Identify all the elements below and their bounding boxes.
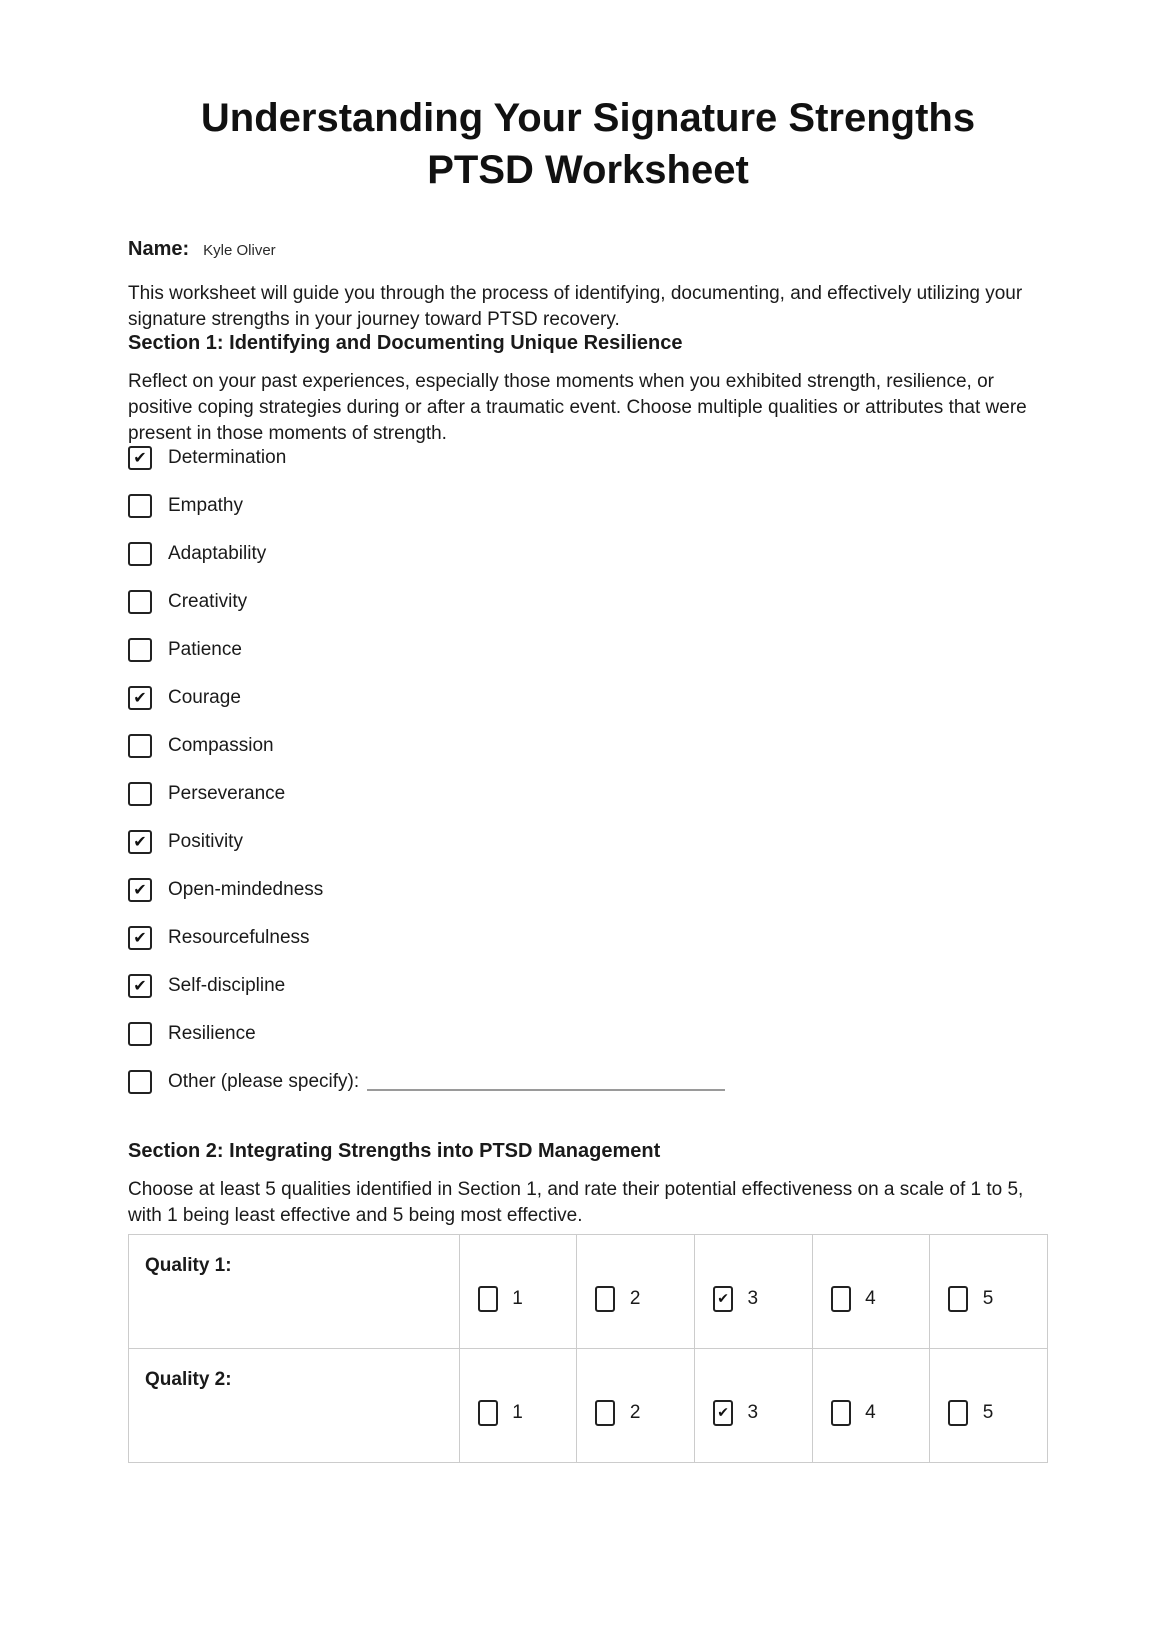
- checkbox-label: Determination: [168, 447, 287, 469]
- rating-value: 5: [982, 1287, 994, 1309]
- section1: [128, 332, 1048, 1094]
- checkbox-checked[interactable]: ✔: [128, 878, 152, 902]
- name-row: [128, 238, 1048, 261]
- rating-checkbox[interactable]: [478, 1286, 498, 1312]
- rating-cell: [577, 1349, 695, 1463]
- checkbox-label: Positivity: [168, 831, 243, 853]
- rating-cell: [695, 1235, 813, 1349]
- table-row: [129, 1349, 1048, 1463]
- checkbox[interactable]: [128, 494, 152, 518]
- name-field[interactable]: Kyle Oliver: [203, 242, 276, 259]
- rating-value: 3: [747, 1287, 759, 1309]
- rating-cell: [812, 1349, 930, 1463]
- rating-checkbox[interactable]: [831, 1286, 851, 1312]
- rating-cell: [930, 1349, 1048, 1463]
- checkbox-label: Other (please specify):: [168, 1071, 360, 1093]
- checkbox-checked[interactable]: ✔: [128, 830, 152, 854]
- checkbox-label: Open-mindedness: [168, 879, 324, 901]
- rating-cell: [459, 1349, 577, 1463]
- checkbox-label: Empathy: [168, 495, 243, 517]
- quality-label: Quality 2:: [145, 1369, 232, 1391]
- intro-paragraph: This worksheet will guide you through the process of identifying, documenting, and effectively utilizing your signature strengths in your journey toward PTSD recovery.: [128, 283, 1023, 330]
- rating-value: 5: [982, 1401, 994, 1423]
- checkbox[interactable]: [128, 542, 152, 566]
- section2-description: Choose at least 5 qualities identified in Section 1, and rate their potential effectiveness on a scale of 1 to 5, with 1 being least effective and 5 being most effective.: [128, 1179, 1024, 1226]
- checkbox[interactable]: [128, 1070, 152, 1094]
- rating-checkbox[interactable]: [948, 1400, 968, 1426]
- checklist-item: [128, 590, 1048, 614]
- rating-value: 4: [865, 1401, 876, 1423]
- rating-table-body: [129, 1235, 1048, 1463]
- other-specify-line[interactable]: [367, 1073, 725, 1091]
- rating-cell: [577, 1235, 695, 1349]
- checkbox[interactable]: [128, 734, 152, 758]
- rating-checkbox-checked[interactable]: ✔: [713, 1400, 733, 1426]
- checklist-item: [128, 734, 1048, 758]
- rating-table: [128, 1234, 1048, 1463]
- rating-checkbox-checked[interactable]: ✔: [713, 1286, 733, 1312]
- checkbox[interactable]: [128, 782, 152, 806]
- checkbox-label: Creativity: [168, 591, 248, 613]
- checklist-item: [128, 1070, 1048, 1094]
- rating-checkbox[interactable]: [831, 1400, 851, 1426]
- strengths-checklist: [128, 446, 1048, 1094]
- checklist-item: [128, 494, 1048, 518]
- name-label: Name:: [128, 238, 190, 260]
- page-title-line1: Understanding Your Signature Strengths: [200, 96, 976, 140]
- checkbox-label: Courage: [168, 687, 241, 709]
- rating-checkbox[interactable]: [595, 1286, 615, 1312]
- section2-heading: Section 2: Integrating Strengths into PTSD Management: [128, 1140, 661, 1163]
- checkbox-label: Self-discipline: [168, 975, 286, 997]
- checklist-item: [128, 974, 1048, 998]
- checkbox-label: Patience: [168, 639, 242, 661]
- rating-value: 2: [629, 1401, 641, 1423]
- rating-checkbox[interactable]: [948, 1286, 968, 1312]
- checkbox[interactable]: [128, 590, 152, 614]
- rating-value: 4: [865, 1287, 876, 1309]
- worksheet-page: [128, 0, 1048, 1523]
- checkbox-checked[interactable]: ✔: [128, 446, 152, 470]
- rating-cell: [930, 1235, 1048, 1349]
- page-title-line2: PTSD Worksheet: [427, 148, 749, 192]
- checkbox-label: Adaptability: [168, 543, 267, 565]
- section1-heading: Section 1: Identifying and Documenting Unique Resilience: [128, 332, 683, 355]
- rating-cell: [459, 1235, 577, 1349]
- checklist-item: [128, 542, 1048, 566]
- table-row: [129, 1235, 1048, 1349]
- checklist-item: [128, 686, 1048, 710]
- checkbox-checked[interactable]: ✔: [128, 926, 152, 950]
- checklist-item: [128, 638, 1048, 662]
- checklist-item: [128, 878, 1048, 902]
- quality-label: Quality 1:: [145, 1255, 232, 1277]
- rating-cell: [695, 1349, 813, 1463]
- checkbox[interactable]: [128, 638, 152, 662]
- checkbox-label: Resourcefulness: [168, 927, 310, 949]
- rating-checkbox[interactable]: [595, 1400, 615, 1426]
- rating-value: 2: [629, 1287, 641, 1309]
- checklist-item: [128, 446, 1048, 470]
- checklist-item: [128, 926, 1048, 950]
- rating-checkbox[interactable]: [478, 1400, 498, 1426]
- checkbox-label: Compassion: [168, 735, 274, 757]
- checkbox[interactable]: [128, 1022, 152, 1046]
- checklist-item: [128, 1022, 1048, 1046]
- rating-value: 1: [512, 1401, 523, 1423]
- page-title: [128, 92, 1048, 196]
- checkbox-label: Resilience: [168, 1023, 256, 1045]
- checklist-item: [128, 830, 1048, 854]
- section2: [128, 1140, 1048, 1463]
- section1-description: Reflect on your past experiences, especially those moments when you exhibited strength, resilience, or positive coping strategies during or after a traumatic event. Choose multiple qualities or attributes that were present in those moments of strength.: [128, 371, 1027, 444]
- checklist-item: [128, 782, 1048, 806]
- rating-value: 3: [747, 1401, 759, 1423]
- checkbox-checked[interactable]: ✔: [128, 974, 152, 998]
- checkbox-checked[interactable]: ✔: [128, 686, 152, 710]
- rating-cell: [812, 1235, 930, 1349]
- rating-value: 1: [512, 1287, 523, 1309]
- checkbox-label: Perseverance: [168, 783, 286, 805]
